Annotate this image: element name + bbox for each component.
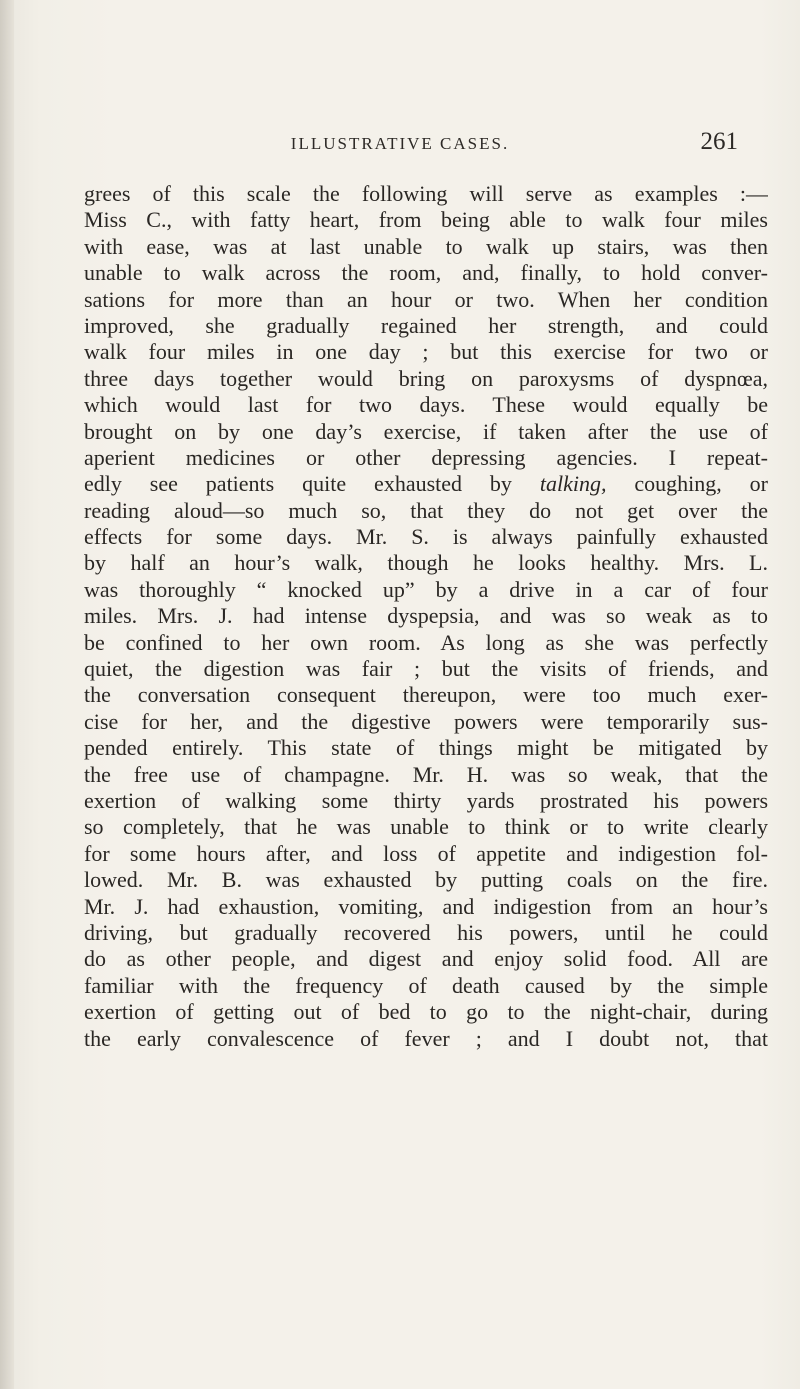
running-head: ILLUSTRATIVE CASES. <box>290 134 510 153</box>
text-line: do as other people, and digest and enjoy solid food. All are <box>84 946 768 972</box>
text-line-end: coughing, or <box>606 471 768 497</box>
text-line: lowed. Mr. B. was exhausted by putting coals on the fire. <box>84 867 768 893</box>
text-line: was thoroughly “ knocked up” by a drive in a car of four <box>84 576 768 602</box>
text-line: exertion of getting out of bed to go to the night-chair, during <box>84 999 768 1025</box>
text-line: familiar with the frequency of death caused by the simple <box>84 972 768 998</box>
text-line: grees of this scale the following will serve as examples :— <box>84 181 768 206</box>
text-line: which would last for two days. These would equally be <box>84 392 768 418</box>
text-line: sations for more than an hour or two. When her condition <box>84 286 768 312</box>
text-line: brought on by one day’s exercise, if taken after the use of <box>84 418 768 444</box>
text-line: the free use of champagne. Mr. H. was so weak, that the <box>84 761 768 787</box>
text-line: reading aloud—so much so, that they do not get over the <box>84 497 768 523</box>
text-line: for some hours after, and loss of appetite and indigestion fol- <box>84 840 768 866</box>
text-line: cise for her, and the digestive powers were temporarily sus- <box>84 708 768 734</box>
page-header <box>0 128 800 164</box>
text-line: with ease, was at last unable to walk up stairs, was then <box>84 233 768 259</box>
text-line: quiet, the digestion was fair ; but the visits of friends, and <box>84 656 768 682</box>
text-line: effects for some days. Mr. S. is always painfully exhausted <box>84 524 768 550</box>
text-line-start: edly see patients quite exhausted by <box>84 471 540 497</box>
page-gutter-shadow <box>0 0 14 1389</box>
text-line: miles. Mrs. J. had intense dyspepsia, and was so weak as to <box>84 603 768 629</box>
text-line: walk four miles in one day ; but this exercise for two or <box>84 339 768 365</box>
page-number: 261 <box>700 128 738 155</box>
text-line <box>84 471 768 497</box>
text-line: driving, but gradually recovered his powers, until he could <box>84 919 768 945</box>
text-line: improved, she gradually regained her strength, and could <box>84 312 768 338</box>
text-line: the conversation consequent thereupon, were too much exer- <box>84 682 768 708</box>
text-line: by half an hour’s walk, though he looks healthy. Mrs. L. <box>84 550 768 576</box>
text-line: exertion of walking some thirty yards prostrated his powers <box>84 787 768 813</box>
italic-word: talking, <box>539 471 607 497</box>
text-line: so completely, that he was unable to think or to write clearly <box>84 814 768 840</box>
text-line: three days together would bring on paroxysms of dyspnœa, <box>84 365 768 391</box>
text-line: pended entirely. This state of things might be mitigated by <box>84 735 768 761</box>
body-text <box>84 181 768 1052</box>
text-line: Miss C., with fatty heart, from being able to walk four miles <box>84 207 768 233</box>
text-line: aperient medicines or other depressing agencies. I repeat- <box>84 444 768 470</box>
text-line: Mr. J. had exhaustion, vomiting, and indigestion from an hour’s <box>84 893 768 919</box>
text-line: the early convalescence of fever ; and I doubt not, that <box>84 1025 768 1051</box>
text-line: unable to walk across the room, and, finally, to hold conver- <box>84 260 768 286</box>
text-line: be confined to her own room. As long as she was perfectly <box>84 629 768 655</box>
